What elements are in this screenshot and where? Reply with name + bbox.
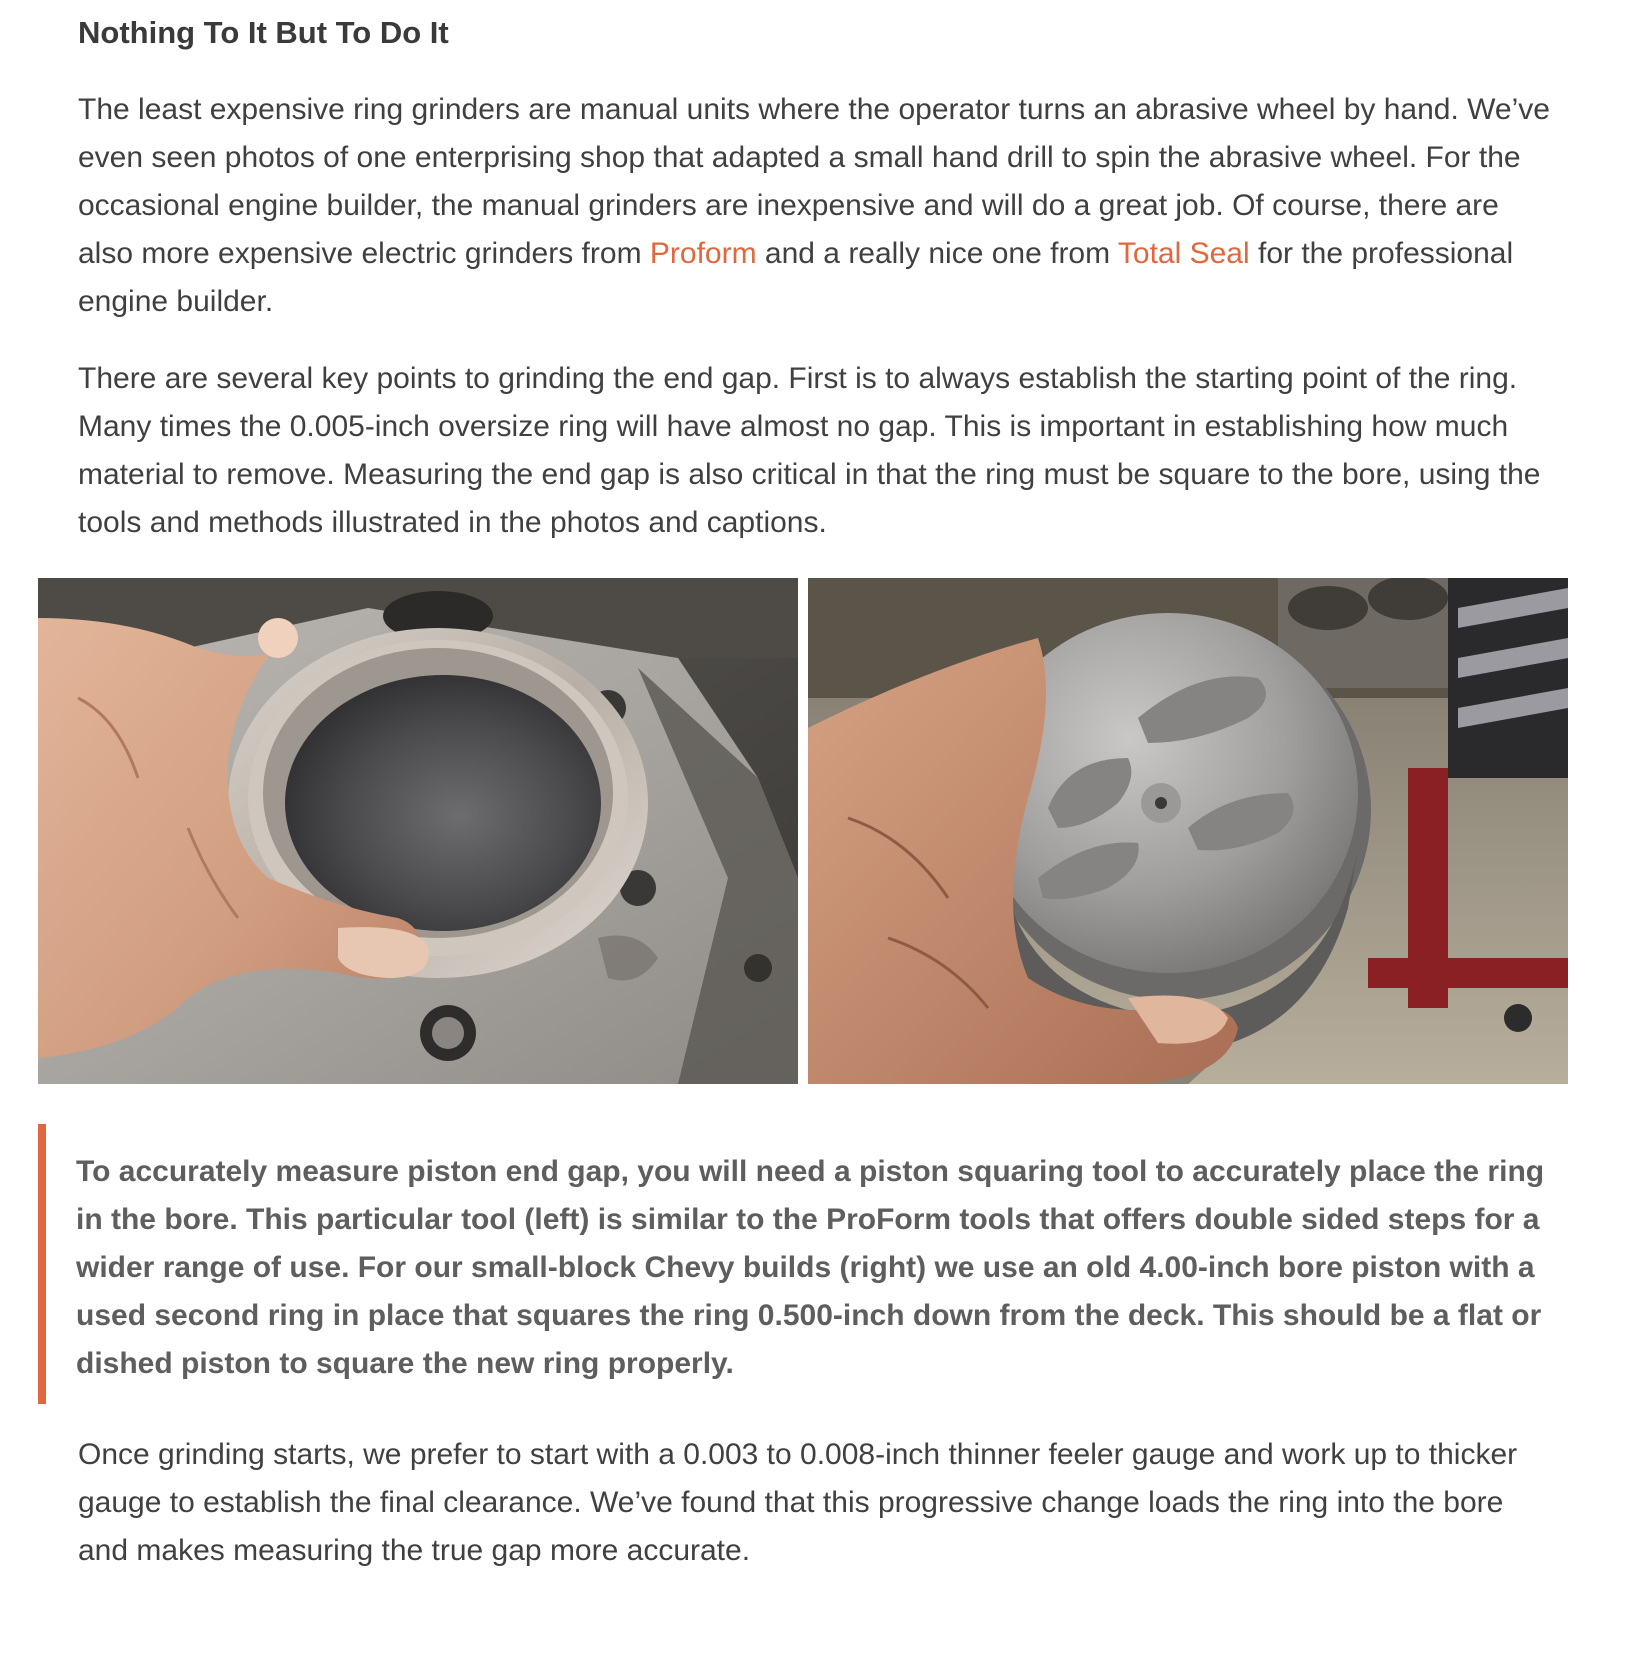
paragraph-text: and a really nice one from [756,237,1118,270]
paragraph-key-points: There are several key points to grinding the end gap. First is to always establish the starting point of the ring. Many times the 0.005-inch oversize ring will have almost no gap. This is important in establishing how much material to remove. Measuring the end gap is also critical in that the ring must be square to the bore, using the tools and methods illustrated in the photos and captions. [78,362,1541,539]
paragraph-ring-grinders [78,86,1558,326]
squaring-tool-photo [38,578,798,1084]
photo-caption-callout [38,1124,1556,1404]
section-heading: Nothing To It But To Do It [78,15,449,50]
paragraph-text: The least expensive ring grinders are manual units where the operator turns an abrasive wheel by hand. We’ve even seen photos of one enterprising shop that adapted a small hand drill to spin the abrasive wheel. For the occasional engine builder, the manual grinders are inexpensive and will do a great job. Of course, there are also more expensive electric grinders from [78,93,1550,270]
paragraph-grinding-progression: Once grinding starts, we prefer to start with a 0.003 to 0.008-inch thinner feeler gauge and work up to thicker gauge to establish the final clearance. We’ve found that this progressive change loads the ring into the bore and makes measuring the true gap more accurate. [78,1438,1518,1567]
paragraph-text: for the professional engine builder. [78,237,1514,318]
total-seal-link[interactable]: Total Seal [1117,237,1250,270]
piston-tool-photo [808,578,1568,1084]
proform-link[interactable]: Proform [649,237,757,270]
caption-text: To accurately measure piston end gap, you will need a piston squaring tool to accurately place the ring in the bore. This particular tool (left) is similar to the ProForm tools that offers double sided steps for a wider range of use. For our small-block Chevy builds (right) we use an old 4.00-inch bore piston with a used second ring in place that squares the ring 0.500-inch down from the deck. This should be a flat or dished piston to square the new ring properly. [76,1155,1545,1380]
